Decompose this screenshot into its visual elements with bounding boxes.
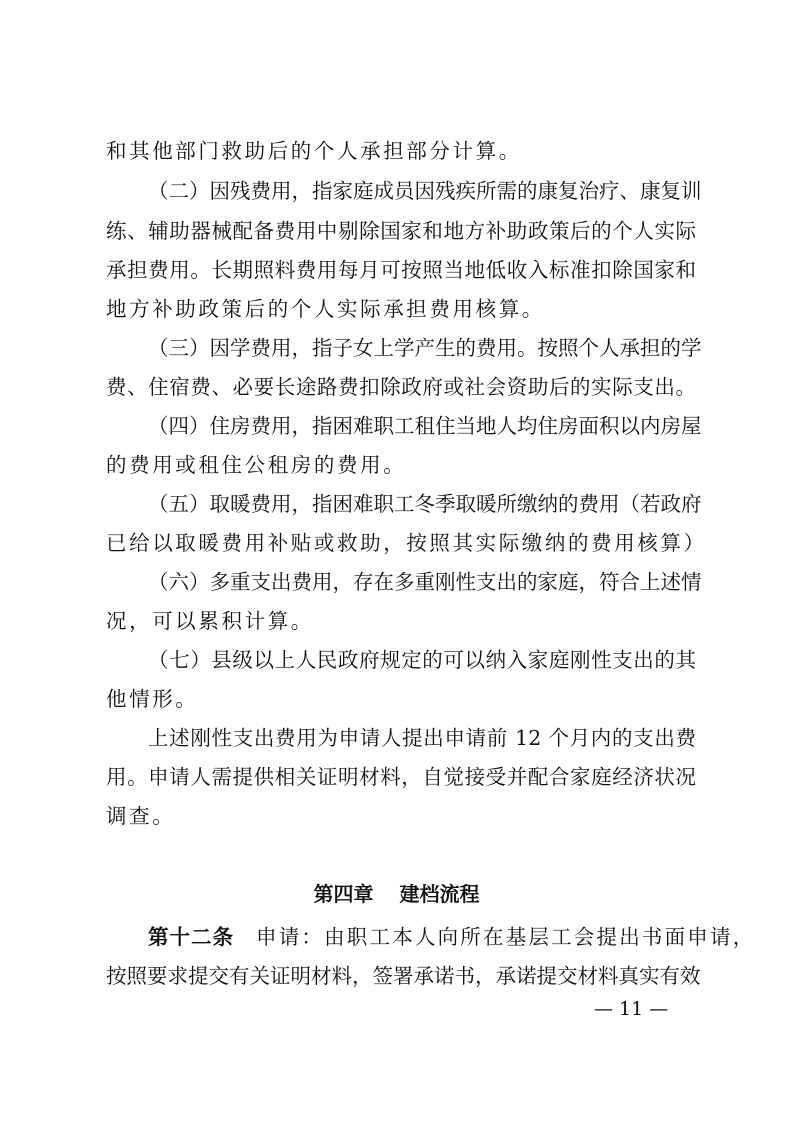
paragraph-line: 况，可以累积计算。	[106, 609, 314, 633]
paragraph-line: （五）取暖费用，指困难职工冬季取暖所缴纳的费用（若政府	[148, 492, 702, 516]
paragraph-line: 地方补助政策后的个人实际承担费用核算。	[106, 297, 545, 321]
page-number: — 11 —	[594, 998, 669, 1020]
paragraph-line: （六）多重支出费用，存在多重刚性支出的家庭，符合上述情	[148, 570, 702, 594]
paragraph-line: 和其他部门救助后的个人承担部分计算。	[106, 139, 522, 163]
paragraph-line: 按照要求提交有关证明材料，签署承诺书，承诺提交材料真实有效	[106, 964, 701, 988]
paragraph-line: 用。申请人需提供相关证明材料，自觉接受并配合家庭经济状况	[106, 765, 696, 789]
paragraph-line: 的费用或租住公租房的费用。	[106, 453, 407, 477]
paragraph-line: （三）因学费用，指子女上学产生的费用。按照个人承担的学	[148, 336, 702, 360]
article-twelve-first-line	[148, 923, 756, 951]
paragraph-line: 他情形。	[106, 687, 199, 711]
paragraph-line: 调查。	[106, 804, 176, 828]
article-text: 申请：由职工本人向所在基层工会提出书面申请，	[256, 925, 756, 949]
paragraph-line: 练、辅助器械配备费用中剔除国家和地方补助政策后的个人实际	[106, 219, 696, 243]
paragraph-line: （二）因残费用，指家庭成员因残疾所需的康复治疗、康复训	[148, 179, 702, 203]
paragraph-line: （七）县级以上人民政府规定的可以纳入家庭刚性支出的其	[148, 648, 696, 672]
chapter-number: 第四章	[313, 882, 374, 906]
article-label: 第十二条	[148, 925, 234, 949]
paragraph-line: 上述刚性支出费用为申请人提出申请前 12 个月内的支出费	[148, 726, 696, 750]
paragraph-line: （四）住房费用，指困难职工租住当地人均住房面积以内房屋	[148, 414, 702, 438]
paragraph-line: 费、住宿费、必要长途路费扣除政府或社会资助后的实际支出。	[106, 375, 696, 399]
chapter-heading	[0, 880, 793, 908]
paragraph-line: 已给以取暖费用补贴或救助，按照其实际缴纳的费用核算）	[106, 531, 707, 555]
paragraph-line: 承担费用。长期照料费用每月可按照当地低收入标准扣除国家和	[106, 258, 696, 282]
chapter-title: 建档流程	[399, 882, 480, 906]
